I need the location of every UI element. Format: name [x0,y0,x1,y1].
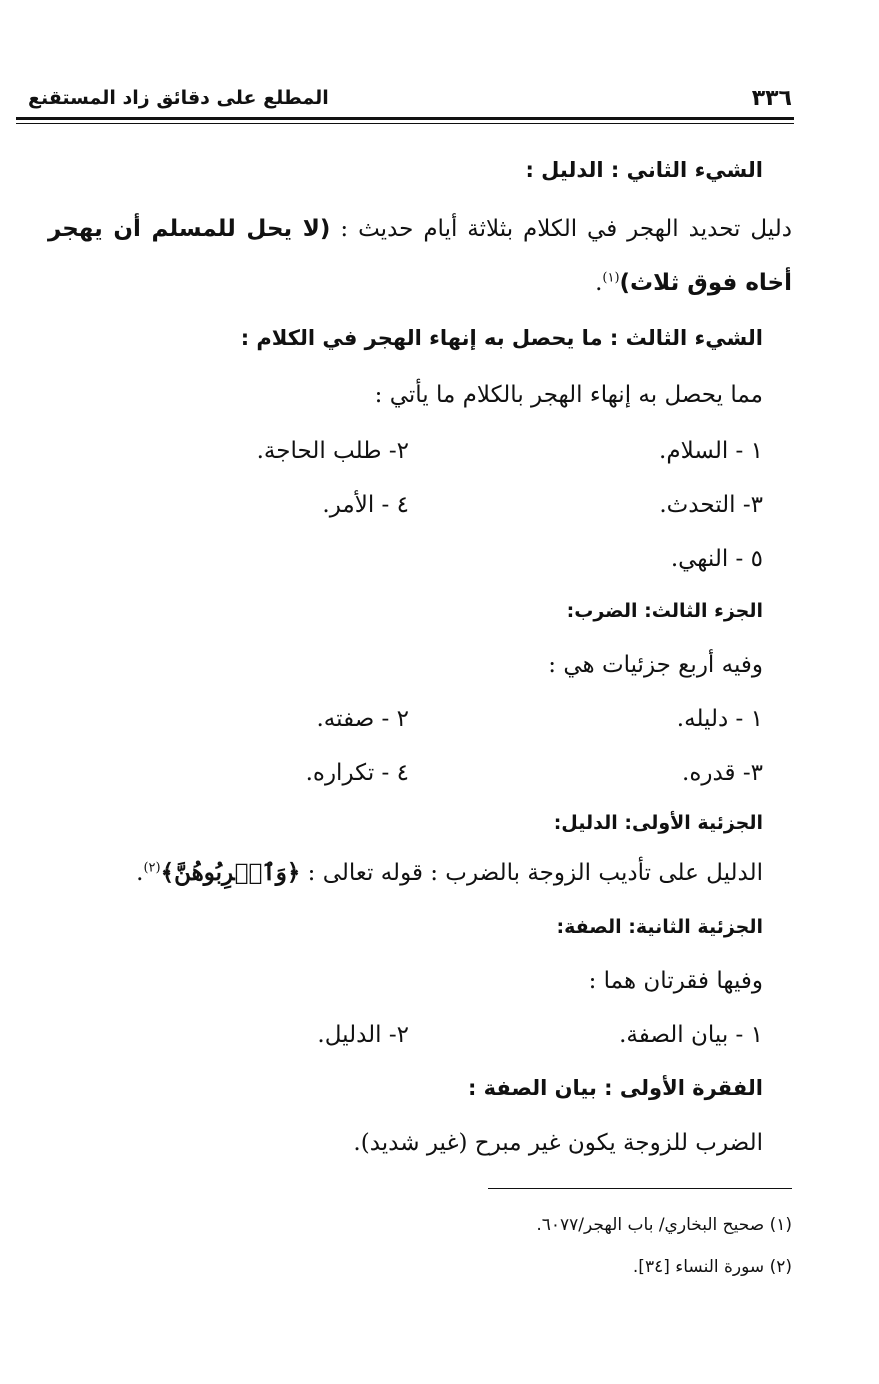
list-item: ٢ - صفته. [316,706,409,732]
list-item: ٤ - الأمر. [322,492,409,518]
list-item: ٤ - تكراره. [305,760,409,786]
evidence-text: الدليل على تأديب الزوجة بالضرب : قوله تعالى : [300,860,763,886]
heading-third-thing: الشيء الثالث : ما يحصل به إنهاء الهجر في الكلام : [240,326,763,350]
paragraph-hadith-line1 [48,212,792,246]
page-header [28,82,792,114]
header-rule [16,117,794,120]
hadith-quote-end: أخاه فوق ثلاث) [619,270,792,296]
paragraph-four-parts: وفيه أربع جزئيات هي : [548,652,763,678]
list-item: ٣- التحدث. [659,492,763,518]
list-item: ١ - السلام. [659,438,763,464]
header-rule-thin [16,123,794,124]
list-item: ٢- الدليل. [317,1022,409,1048]
quran-verse: ﴿وَٱضۡرِبُوهُنَّ﴾ [160,859,301,886]
heading-second-subpart: الجزئية الثانية: الصفة: [556,916,763,938]
page-number: ٣٣٦ [751,85,792,111]
footnote-separator [488,1188,792,1189]
evidence-period: . [136,860,144,886]
hadith-period: . [595,270,603,296]
list-item: ١ - دليله. [676,706,763,732]
running-title: المطلع على دقائق زاد المستقنع [28,87,329,109]
paragraph-ending-speech: مما يحصل به إنهاء الهجر بالكلام ما يأتي : [374,382,763,408]
footnote-1: (١) صحيح البخاري/ باب الهجر/٦٠٧٧. [536,1215,792,1235]
footnote-2: (٢) سورة النساء [٣٤]. [632,1257,792,1277]
list-item: ٣- قدره. [682,760,763,786]
list-item: ١ - بيان الصفة. [619,1022,763,1048]
heading-second-thing: الشيء الثاني : الدليل : [525,158,763,182]
paragraph-hadith-line2 [595,266,792,300]
heading-first-paragraph: الفقرة الأولى : بيان الصفة : [467,1076,763,1100]
paragraph-hadith-text: دليل تحديد الهجر في الكلام بثلاثة أيام حديث : [330,216,792,242]
heading-first-subpart: الجزئية الأولى: الدليل: [553,812,763,834]
paragraph-two-paras: وفيها فقرتان هما : [588,968,763,994]
paragraph-evidence [136,856,763,890]
footnote-ref-2: (٢) [143,860,161,876]
hadith-quote-start: (لا يحل للمسلم أن يهجر [48,216,331,242]
list-item: ٢- طلب الحاجة. [256,438,409,464]
footnote-ref-1: (١) [602,270,620,286]
paragraph-description: الضرب للزوجة يكون غير مبرح (غير شديد). [353,1130,763,1156]
list-item: ٥ - النهي. [670,546,763,572]
heading-third-part: الجزء الثالث: الضرب: [566,600,763,622]
